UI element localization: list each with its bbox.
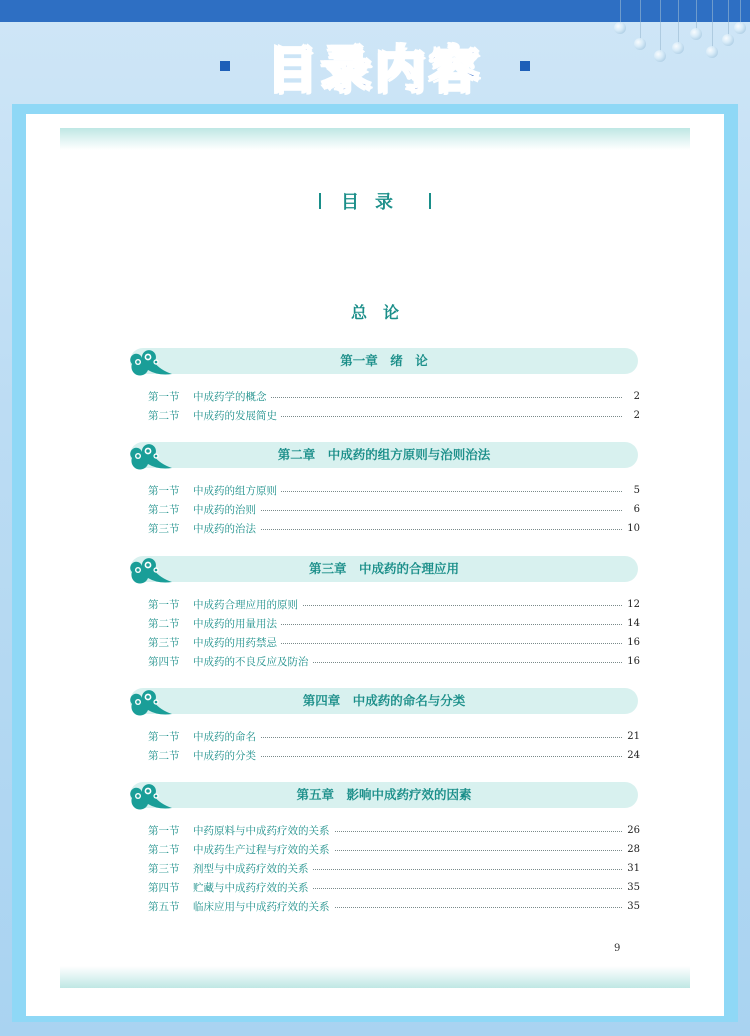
entry-section-number: 第一节 bbox=[148, 825, 180, 837]
chapter-heading bbox=[130, 688, 638, 714]
entry-section-number: 第二节 bbox=[148, 504, 180, 516]
entry-title: 中成药合理应用的原则 bbox=[193, 596, 302, 614]
entry-page-number: 2 bbox=[633, 410, 640, 421]
toc-entry[interactable] bbox=[148, 728, 640, 746]
entry-title: 中成药的不良反应及防治 bbox=[193, 653, 313, 671]
heading-bar-left bbox=[319, 193, 321, 209]
cloud-ornament-icon bbox=[126, 780, 174, 812]
cloud-ornament-icon bbox=[126, 554, 174, 586]
chapter-label: 第三章 中成药的合理应用 bbox=[308, 561, 459, 576]
toc-heading bbox=[26, 188, 724, 214]
entry-title: 中成药学的概念 bbox=[193, 388, 271, 406]
entry-title: 中药原料与中成药疗效的关系 bbox=[193, 822, 334, 840]
entry-title: 中成药的用药禁忌 bbox=[193, 634, 281, 652]
entry-title: 中成药的命名 bbox=[193, 728, 260, 746]
cloud-ornament-icon bbox=[126, 686, 174, 718]
entry-section-number: 第四节 bbox=[148, 656, 180, 668]
entry-section-number: 第一节 bbox=[148, 599, 180, 611]
toc-entry[interactable] bbox=[148, 407, 640, 425]
entry-title: 剂型与中成药疗效的关系 bbox=[193, 860, 313, 878]
entry-section-number: 第三节 bbox=[148, 863, 180, 875]
entry-title: 中成药的组方原则 bbox=[193, 482, 281, 500]
entry-section-number: 第二节 bbox=[148, 410, 180, 422]
banner bbox=[0, 30, 750, 100]
entry-page-number: 24 bbox=[627, 750, 640, 761]
entry-page-number: 14 bbox=[627, 618, 640, 629]
entry-section-number: 第一节 bbox=[148, 731, 180, 743]
toc-page bbox=[26, 114, 724, 1016]
toc-entry[interactable] bbox=[148, 482, 640, 500]
entry-title: 中成药的分类 bbox=[193, 747, 260, 765]
entry-title: 中成药的治则 bbox=[193, 501, 260, 519]
entry-title: 中成药的用量用法 bbox=[193, 615, 281, 633]
banner-dot-right bbox=[520, 61, 530, 71]
cloud-ornament-icon bbox=[126, 346, 174, 378]
toc-entry[interactable] bbox=[148, 615, 640, 633]
entry-title: 临床应用与中成药疗效的关系 bbox=[193, 898, 334, 916]
chapter-label: 第二章 中成药的组方原则与治则治法 bbox=[277, 447, 491, 462]
section-title: 总论 bbox=[350, 303, 415, 322]
entry-section-number: 第三节 bbox=[148, 637, 180, 649]
chapter-heading bbox=[130, 556, 638, 582]
page-band-bottom bbox=[60, 966, 690, 988]
toc-heading-text: 目录 bbox=[341, 192, 409, 213]
toc-entry[interactable] bbox=[148, 841, 640, 859]
entry-page-number: 2 bbox=[633, 391, 640, 402]
cloud-ornament-icon bbox=[126, 440, 174, 472]
entry-section-number: 第一节 bbox=[148, 485, 180, 497]
chapter-heading bbox=[130, 782, 638, 808]
entry-page-number: 16 bbox=[627, 656, 640, 667]
entry-page-number: 35 bbox=[627, 882, 640, 893]
entry-title: 中成药生产过程与疗效的关系 bbox=[193, 841, 334, 859]
entry-section-number: 第五节 bbox=[148, 901, 180, 913]
entry-section-number: 第一节 bbox=[148, 391, 180, 403]
chapter-label: 第四章 中成药的命名与分类 bbox=[302, 693, 466, 708]
toc-entry[interactable] bbox=[148, 520, 640, 538]
entry-page-number: 5 bbox=[633, 485, 640, 496]
heading-bar-right bbox=[429, 193, 431, 209]
toc-entry[interactable] bbox=[148, 501, 640, 519]
entry-section-number: 第四节 bbox=[148, 882, 180, 894]
toc-entry[interactable] bbox=[148, 747, 640, 765]
entry-title: 中成药的治法 bbox=[193, 520, 260, 538]
entry-page-number: 6 bbox=[633, 504, 640, 515]
toc-entry[interactable] bbox=[148, 388, 640, 406]
entry-section-number: 第二节 bbox=[148, 750, 180, 762]
page-band-top bbox=[60, 128, 690, 150]
toc-entry[interactable] bbox=[148, 860, 640, 878]
toc-entry[interactable] bbox=[148, 879, 640, 897]
entry-page-number: 31 bbox=[627, 863, 640, 874]
entry-section-number: 第三节 bbox=[148, 523, 180, 535]
entry-page-number: 12 bbox=[627, 599, 640, 610]
entry-title: 贮藏与中成药疗效的关系 bbox=[193, 879, 313, 897]
entry-page-number: 28 bbox=[627, 844, 640, 855]
entry-page-number: 26 bbox=[627, 825, 640, 836]
entry-page-number: 16 bbox=[627, 637, 640, 648]
entry-section-number: 第二节 bbox=[148, 618, 180, 630]
toc-entry[interactable] bbox=[148, 634, 640, 652]
entry-title: 中成药的发展简史 bbox=[193, 407, 281, 425]
entry-section-number: 第二节 bbox=[148, 844, 180, 856]
page-number: 9 bbox=[614, 943, 621, 954]
entry-page-number: 21 bbox=[627, 731, 640, 742]
chapter-label: 第五章 影响中成药疗效的因素 bbox=[296, 787, 472, 802]
toc-entry[interactable] bbox=[148, 822, 640, 840]
toc-entry[interactable] bbox=[148, 653, 640, 671]
entry-page-number: 10 bbox=[627, 523, 640, 534]
toc-entry[interactable] bbox=[148, 898, 640, 916]
chapter-heading bbox=[130, 442, 638, 468]
chapter-heading bbox=[130, 348, 638, 374]
banner-dot-left bbox=[220, 61, 230, 71]
toc-entry[interactable] bbox=[148, 596, 640, 614]
banner-title: 目录内容 bbox=[267, 41, 483, 99]
chapter-label: 第一章 绪 论 bbox=[340, 353, 428, 368]
entry-page-number: 35 bbox=[627, 901, 640, 912]
